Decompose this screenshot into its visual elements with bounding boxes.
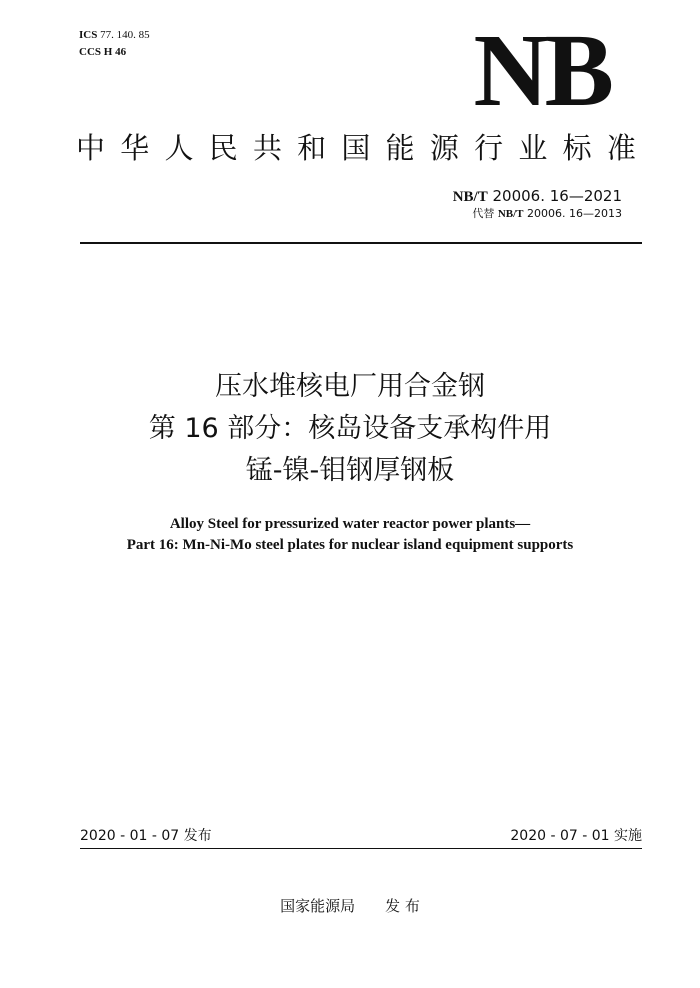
org-char: 共 (252, 131, 282, 165)
replaces-code: 20006. 16—2013 (527, 207, 622, 220)
chinese-title-line: 锰-镍-钼钢厚钢板 (245, 455, 455, 486)
english-title-line: Part 16: Mn-Ni-Mo steel plates for nuclear island equipment supports (126, 537, 574, 553)
organization-title (76, 130, 636, 166)
english-title-line: Alloy Steel for pressurized water reactor power plants— (169, 516, 531, 532)
org-char: 民 (208, 131, 238, 165)
issue-date: 2020 - 01 - 07 发布 (80, 828, 212, 844)
issuer (0, 896, 700, 916)
issuer-action: 发 布 (385, 897, 420, 915)
org-char: 中 (76, 131, 106, 165)
org-char: 人 (164, 131, 194, 165)
org-char: 准 (606, 131, 636, 165)
replaces-label: 代替 (472, 207, 495, 220)
org-char: 业 (518, 131, 548, 165)
org-char: 能 (385, 131, 415, 165)
ics-line (79, 27, 150, 44)
replaces-standard (472, 206, 622, 222)
standard-number (453, 186, 622, 207)
org-char: 华 (120, 131, 150, 165)
header-divider (80, 242, 642, 244)
org-char: 和 (297, 131, 327, 165)
replaces-prefix: NB/T (497, 208, 524, 220)
chinese-title-line: 压水堆核电厂用合金钢 (215, 371, 485, 402)
ics-code: 77. 140. 85 (100, 29, 150, 41)
issuer-name: 国家能源局 (280, 897, 356, 915)
ics-label: ICS (79, 29, 98, 41)
english-title (0, 514, 700, 556)
chinese-title (0, 366, 700, 492)
ccs-label: CCS (79, 46, 102, 58)
classification-codes (79, 27, 150, 61)
org-char: 国 (341, 131, 371, 165)
org-char: 标 (562, 131, 592, 165)
nb-logo: NB (473, 13, 610, 128)
standard-prefix: NB/T (452, 189, 488, 205)
implementation-date: 2020 - 07 - 01 实施 (510, 828, 642, 844)
chinese-title-line: 第 16 部分：核岛设备支承构件用 (148, 413, 552, 444)
footer-divider (80, 848, 642, 849)
org-char: 源 (429, 131, 459, 165)
org-char: 行 (474, 131, 504, 165)
standard-code: 20006. 16—2021 (492, 187, 622, 205)
ccs-line (79, 44, 150, 61)
ccs-code: H 46 (103, 46, 127, 58)
